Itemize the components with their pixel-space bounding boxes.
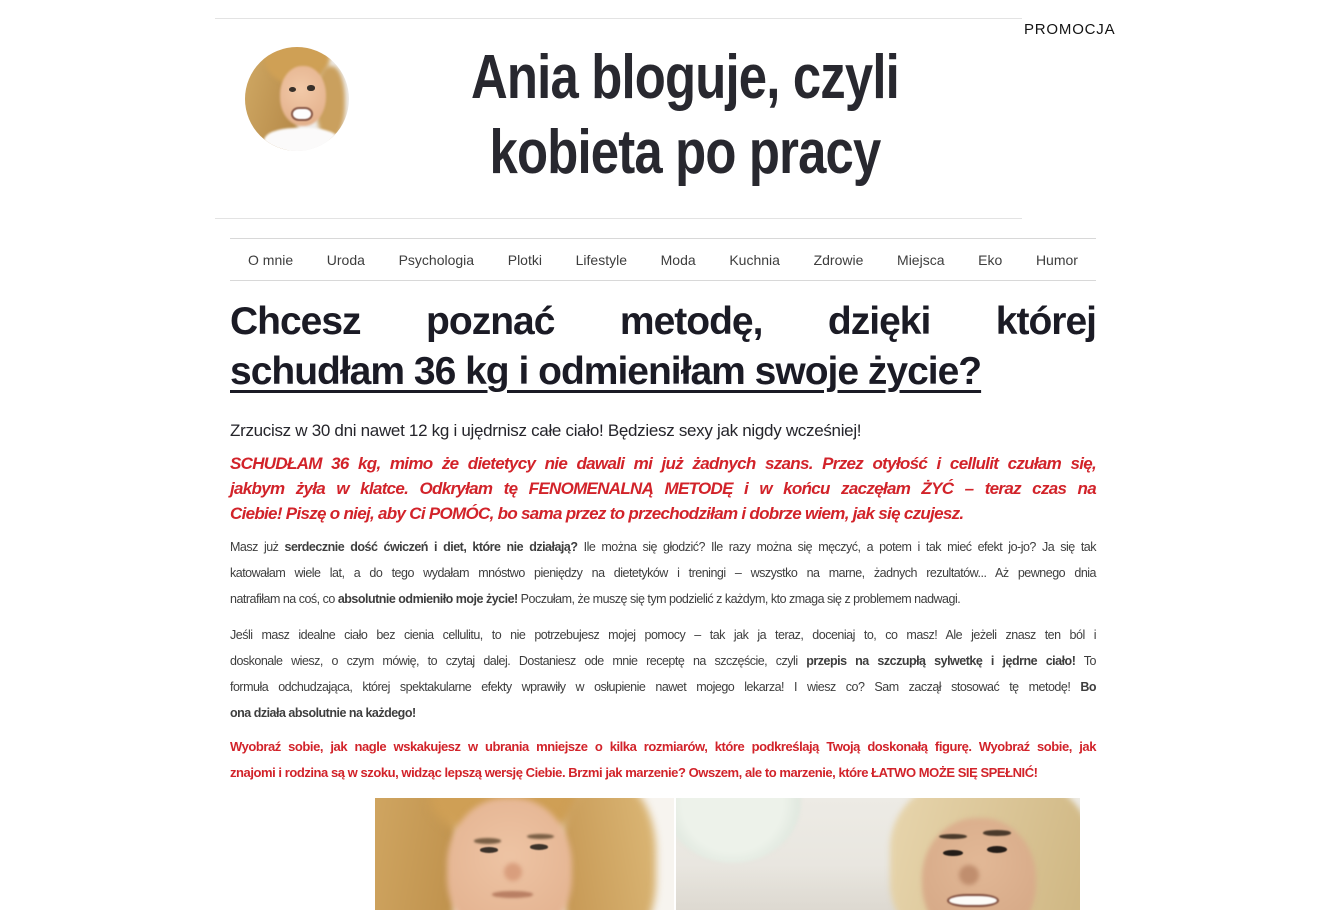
header-avatar-photo[interactable] (245, 47, 349, 151)
text-line: natrafiłam na coś, co absolutnie odmieniło moje życie! Poczułam, że muszę się tym podzielić z każdym, kto zmaga się z problemem nadwagi. (230, 592, 961, 606)
headline-link[interactable]: schudłam 36 kg i odmieniłam swoje życie? (230, 350, 982, 393)
text-line: katowałam wiele lat, a do tego wydałam mnóstwo pieniędzy na dietetyków i treningi – wszystko na marne, żadnych rezultatów... Aż pewnego dnia (230, 566, 1096, 580)
nav-item-miejsca[interactable]: Miejsca (897, 251, 945, 268)
text-line: Masz już serdecznie dość ćwiczeń i diet, które nie działają? Ile można się głodzić? Ile razy można się męczyć, a potem i tak mieć efekt jo-jo? Ja się tak (230, 540, 1096, 554)
nav-item-uroda[interactable]: Uroda (326, 251, 365, 268)
photo-left-brow (474, 838, 501, 844)
nav-item-o-mnie[interactable]: O mnie (248, 251, 294, 268)
nav-item-zdrowie[interactable]: Zdrowie (813, 251, 864, 268)
text-line: Wyobraź sobie, jak nagle wskakujesz w ubrania mniejsze o kilka rozmiarów, które podkreślają Twoją doskonałą figurę. Wyobraź sobie, jak (230, 739, 1096, 754)
main-nav (230, 238, 1096, 281)
header-divider (215, 218, 1022, 219)
text-line: ona działa absolutnie na każdego! (230, 706, 416, 720)
site-title-link[interactable] (435, 40, 935, 190)
nav-item-kuchnia[interactable]: Kuchnia (729, 251, 780, 268)
top-divider (215, 18, 1022, 19)
body-paragraph-2 (230, 622, 1096, 726)
text-line: jakbym żyła w klatce. Odkryłam tę FENOMENALNĄ METODĘ i w końcu zaczęłam ŻYĆ – teraz czas na (230, 479, 1096, 498)
nav-item-moda[interactable]: Moda (660, 251, 696, 268)
nav-item-psychologia[interactable]: Psychologia (398, 251, 475, 268)
avatar-eye-left (289, 87, 296, 92)
text-line: doskonale wiesz, o czym mówię, to czytaj dalej. Dostaniesz ode mnie receptę na szczęście, czyli przepis na szczupłą sylwetkę i jędrne ciało! To (230, 654, 1097, 668)
text-line: SCHUDŁAM 36 kg, mimo że dietetycy nie dawali mi już żadnych szans. Przez otyłość i cellulit czułam się, (230, 454, 1096, 473)
photo-right-eye (943, 850, 963, 857)
body-paragraph-1 (230, 534, 1096, 612)
nav-item-humor[interactable]: Humor (1035, 251, 1078, 268)
article-headline (230, 297, 1096, 397)
photo-left-hair-right (560, 798, 656, 910)
text-line: Ciebie! Piszę o niej, aby Ci POMÓC, bo sama przez to przechodziłam i dobrze wiem, jak się czujesz. (230, 504, 964, 523)
photo-right-ceiling-lamp (676, 798, 801, 863)
photo-right-eye (987, 846, 1007, 853)
cta-red-paragraph (230, 734, 1096, 786)
photo-left-nose (504, 863, 522, 881)
headline-line1: Chcesz poznać metodę, dzięki której (230, 300, 1096, 343)
avatar-smile (291, 107, 314, 120)
article-subtitle: Zrzucisz w 30 dni nawet 12 kg i ujędrnisz całe ciało! Będziesz sexy jak nigdy wcześniej! (230, 421, 862, 440)
text-line: znajomi i rodzina są w szoku, widząc lepszą wersję Ciebie. Brzmi jak marzenie? Owszem, ale to marzenie, które ŁATWO MOŻE SIĘ SPEŁNIĆ! (230, 765, 1038, 780)
photo-left-smile (492, 891, 534, 898)
text-line: Jeśli masz idealne ciało bez cienia cellulitu, to nie potrzebujesz mojej pomocy – tak jak ja teraz, doceniaj to, co masz! Ale jeżeli znasz ten ból i (230, 628, 1096, 642)
text-line: formuła odchudzająca, której spektakularne efekty wprawiły w osłupienie nawet mojego lekarza! I wiesz co? Sam zaczął stosować tę metodę! Bo (230, 680, 1096, 694)
nav-item-eko[interactable]: Eko (978, 251, 1003, 268)
article-photo-left (375, 798, 674, 910)
promo-label: PROMOCJA (1024, 21, 1116, 38)
site-title-line2: kobieta po pracy (489, 118, 881, 187)
lead-red-paragraph (230, 451, 1096, 526)
headline-line2 (230, 347, 1096, 397)
avatar-eye-right (307, 85, 314, 90)
nav-item-plotki[interactable]: Plotki (507, 251, 542, 268)
nav-item-lifestyle[interactable]: Lifestyle (575, 251, 627, 268)
site-title-line1: Ania bloguje, czyli (471, 43, 899, 112)
avatar-white-coat (264, 128, 339, 151)
article-photo-right (676, 798, 1080, 910)
photo-left-eye (480, 847, 498, 853)
photo-right-smile (947, 894, 999, 907)
photo-left-eye (530, 844, 548, 850)
